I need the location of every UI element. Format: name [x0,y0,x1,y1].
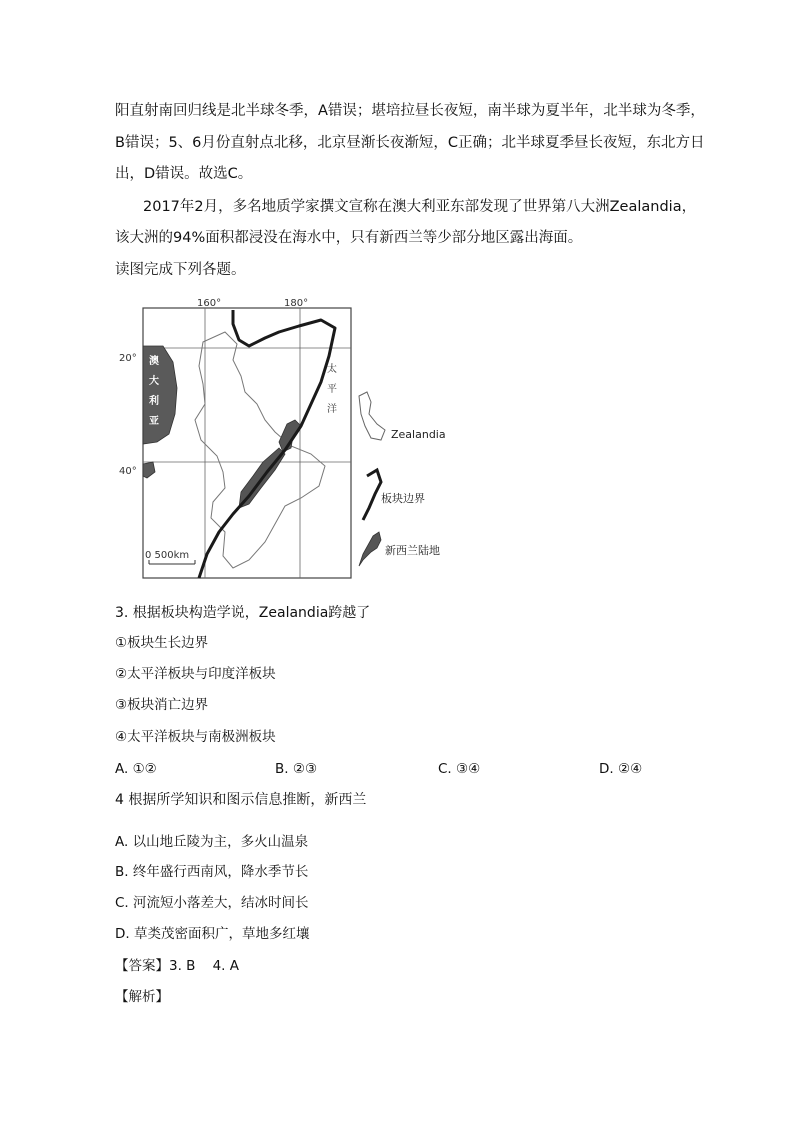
map-frame [143,308,351,578]
lat-label-40: 40° [119,466,137,477]
legend-zealandia: Zealandia [391,428,446,441]
q4-option-b: B. 终年盛行西南风，降水季节长 [115,864,309,880]
q3-item-4: ④太平洋板块与南极洲板块 [115,729,276,745]
q4-option-a: A. 以山地丘陵为主，多火山温泉 [115,834,309,850]
australia-label-1: 澳 [149,356,159,367]
q3-option-c: C. ③④ [438,761,481,777]
australia-label-2: 大 [149,376,159,387]
australia-label-3: 利 [149,396,159,407]
q4-option-d: D. 草类茂密面积广，草地多红壤 [115,926,310,942]
q3-item-2: ②太平洋板块与印度洋板块 [115,666,276,682]
q3-item-1: ①板块生长边界 [115,635,209,651]
ocean-label-3: 洋 [327,404,337,415]
zealandia-map [115,296,455,586]
q3-stem: 3. 根据板块构造学说，Zealandia跨越了 [115,605,371,621]
ocean-label-1: 太 [327,364,337,375]
q3-item-3: ③板块消亡边界 [115,697,209,713]
tasmania-land [143,462,155,478]
analysis-heading: 【解析】 [115,989,169,1005]
legend-plate-boundary: 板块边界 [381,492,425,505]
q4-option-c: C. 河流短小落差大，结冰时间长 [115,895,309,911]
lon-label-160: 160° [197,298,222,309]
new-zealand-land-icon [359,532,381,566]
passage-line-1: 2017年2月，多名地质学家撰文宣称在澳大利亚东部发现了世界第八大洲Zealandia， [143,199,697,215]
q4-stem: 4 根据所学知识和图示信息推断，新西兰 [115,792,367,808]
intro-line-2: B错误；5、6月份直射点北移，北京昼渐长夜渐短，C正确；北半球夏季昼长夜短，东北方日 [115,135,705,151]
ocean-label-2: 平 [327,384,337,395]
lat-label-20: 20° [119,353,137,364]
passage-line-2: 该大洲的94%面积都浸没在海水中，只有新西兰等少部分地区露出海面。 [115,230,583,246]
q3-option-b: B. ②③ [275,761,318,777]
plate-boundary-icon [363,470,381,520]
legend-new-zealand: 新西兰陆地 [385,544,440,557]
zealandia-outline [195,332,325,568]
intro-line-3: 出，D错误。故选C。 [115,166,253,182]
intro-line-1: 阳直射南回归线是北半球冬季，A错误；堪培拉昼长夜短，南半球为夏半年，北半球为冬季， [115,103,705,119]
q3-option-d: D. ②④ [599,761,643,777]
new-zealand-north-island [279,420,301,452]
scale-label: 0 500km [145,550,190,561]
q3-option-a: A. ①② [115,761,157,777]
australia-label-4: 亚 [149,416,159,427]
zealandia-outline-icon [359,392,385,440]
instruction: 读图完成下列各题。 [115,262,246,278]
lon-label-180: 180° [284,298,309,309]
answer-line: 【答案】3. B 4. A [115,958,240,974]
